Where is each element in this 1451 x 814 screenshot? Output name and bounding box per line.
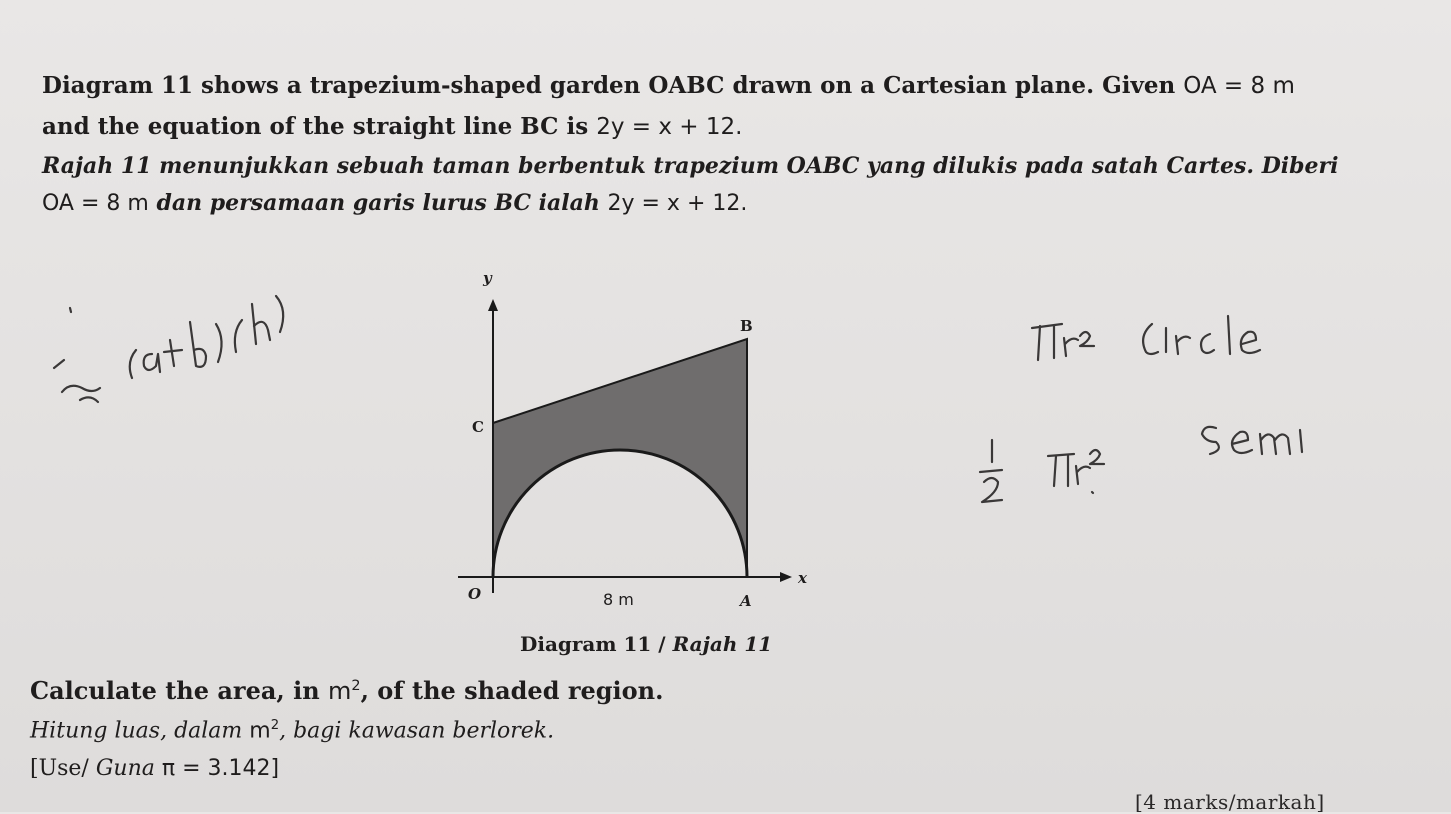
intro-en-line-2-text: and the equation of the straight line BC is	[42, 113, 597, 140]
label-x: x	[798, 569, 807, 587]
shaded-region	[493, 339, 747, 577]
handwritten-circle-note	[1020, 300, 1290, 370]
diagram-11	[450, 255, 830, 625]
label-a: A	[740, 592, 752, 610]
label-c: C	[472, 418, 484, 436]
intro-ms-line-2	[42, 190, 747, 216]
question-en-rest: , of the shaded region.	[360, 676, 664, 705]
question-en-text: Calculate the area, in	[30, 676, 329, 705]
question-en	[30, 676, 663, 705]
question-ms-rest: , bagi kawasan berlorek.	[279, 718, 555, 744]
intro-en-equation: 2y = x + 12.	[596, 114, 743, 140]
intro-en-line-1	[42, 72, 1295, 99]
x-axis-arrow	[780, 572, 792, 582]
use-pi-note	[30, 756, 279, 781]
question-ms-unit: m	[249, 718, 271, 744]
intro-ms-oa-value: OA = 8 m	[42, 191, 149, 216]
label-length: 8 m	[603, 590, 634, 609]
intro-ms-equation: 2y = x + 12.	[607, 191, 748, 216]
handwritten-trapezium-formula	[40, 270, 310, 420]
question-ms-sup: 2	[270, 718, 280, 733]
intro-en-line-1-text: Diagram 11 shows a trapezium-shaped garden OABC drawn on a Cartesian plane. Given	[42, 72, 1184, 99]
question-ms-text: Hitung luas, dalam	[30, 718, 250, 744]
label-b: B	[740, 317, 753, 335]
label-y: y	[483, 269, 492, 287]
handwritten-semicircle-note	[970, 410, 1310, 520]
caption-en: Diagram 11 /	[520, 632, 673, 656]
label-o: O	[468, 585, 482, 603]
intro-en-oa-value: OA = 8 m	[1183, 73, 1295, 99]
intro-ms-line-2-text: dan persamaan garis lurus BC ialah	[148, 190, 608, 216]
question-ms	[30, 718, 554, 743]
intro-en-line-2	[42, 113, 742, 140]
diagram-caption	[520, 632, 772, 656]
use-pi-ms: Guna	[95, 756, 155, 781]
question-en-unit: m	[328, 677, 352, 705]
caption-ms: Rajah 11	[672, 632, 773, 656]
intro-ms-line-1-text: Rajah 11 menunjukkan sebuah taman berbentuk trapezium OABC yang dilukis pada satah Cartes. Diberi	[42, 153, 1339, 179]
marks-label: [4 marks/markah]	[1135, 790, 1325, 814]
question-en-sup: 2	[351, 678, 361, 694]
intro-ms-line-1	[42, 153, 1339, 179]
use-pi-open: [Use/	[30, 756, 96, 781]
y-axis-arrow	[488, 299, 498, 311]
use-pi-value: π = 3.142]	[154, 756, 280, 781]
